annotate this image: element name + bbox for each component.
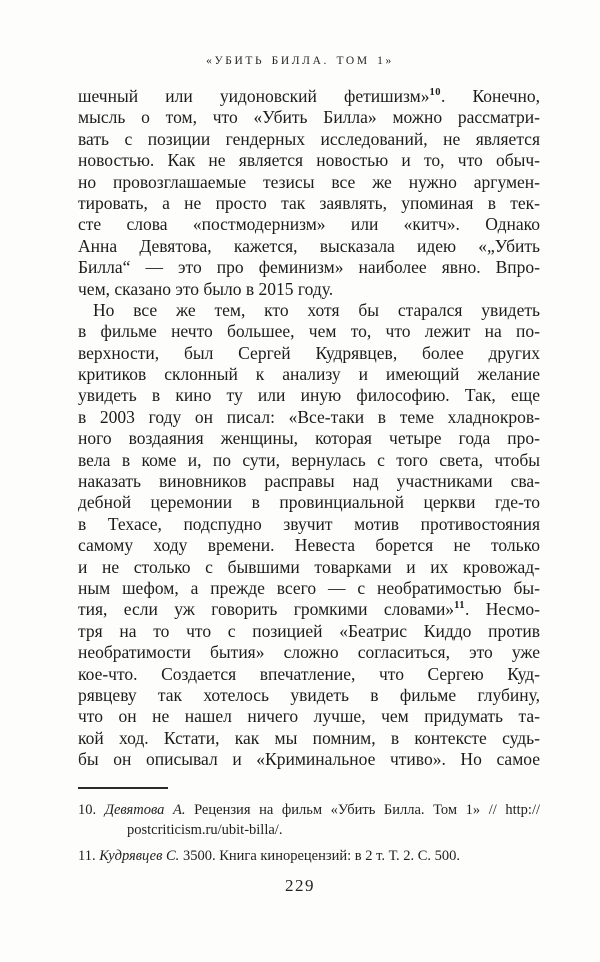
text-line: и не столько с бывшими товарками и их кровожад- [78,556,540,577]
text-line: мысль о том, что «Убить Билла» можно рассматри- [78,107,540,128]
text-line: в Техасе, подспудно звучит мотив противостояния [78,513,540,534]
text-line: кой ход. Кстати, как мы помним, в контексте судь- [78,727,540,748]
text-line: в 2003 году он писал: «Все-таки в теме хладнокров- [78,406,540,427]
text-segment: шечный или уидоновский фетишизм» [78,86,430,106]
text-line-paragraph-start: Но все же тем, кто хотя бы старался увидеть [93,299,540,320]
text-line-paragraph-end: чем, сказано это было в 2015 году. [78,278,334,299]
text-segment: . Конечно, [440,86,540,106]
footnote-11 [78,847,540,867]
footnote-10-url-line: postcriticism.ru/ubit-billa/. [127,821,283,838]
text-line [78,86,540,107]
text-line: рявцеву так хотелось увидеть в фильме глубину, [78,684,540,705]
footnote-author: Кудрявцев С. [99,848,180,864]
footnote-separator-rule [78,787,168,789]
footnote-number: 10. [78,802,97,818]
text-line: ным шефом, а прежде всего — с необратимостью бы- [78,577,540,598]
text-line: вела в коме и, по сути, вернулась с того света, чтобы [78,449,540,470]
footnotes-section [78,787,540,874]
footnote-ref-11: 11 [454,600,465,612]
text-line: вать с позиции гендерных исследований, не является [78,128,540,149]
text-line: но провозглашаемые тезисы все же нужно аргумен- [78,171,540,192]
text-line: дебной церемонии в провинциальной церкви где-то [78,492,540,513]
text-line: критиков склонный к анализу и имеющий желание [78,364,540,385]
footnote-author: Девятова А. [104,802,186,818]
text-line: необратимости бытия» сложно согласиться, это уже [78,642,540,663]
text-segment: тия, если уж говорить громкими словами» [78,599,455,620]
text-line: кое-что. Создается впечатление, что Сергею Куд- [78,663,540,684]
text-line: сте слова «постмодернизм» или «китч». Однако [78,214,540,235]
text-line: новостью. Как не является новостью и то, что обыч- [78,150,540,171]
footnote-text: Рецензия на фильм «Убить Билла. Том 1» // http:// [194,802,540,818]
text-line: Билла“ — это про феминизм» наиболее явно. Впро- [78,257,540,278]
footnote-10-line-1 [78,801,540,821]
text-line: наказать виновников расправы над участниками сва- [78,471,540,492]
text-line: что он не нашел ничего лучше, чем придумать та- [78,706,540,727]
footnote-ref-10: 10 [429,87,441,99]
text-line: бы он описывал и «Криминальное чтиво». Но самое [78,749,540,770]
body-text [78,86,540,771]
footnote-text: 3500. Книга кинорецензий: в 2 т. Т. 2. С. 500. [182,848,461,864]
text-line: ного воздаяния женщины, которая четыре года про- [78,428,540,449]
text-line: в фильме нечто большее, чем то, что лежит на по- [78,321,540,342]
text-line: самому ходу времени. Невеста борется не только [78,535,540,556]
footnote-10 [78,801,540,840]
text-line: увидеть в кино ту или иную философию. Так, еще [78,385,540,406]
running-header: «УБИТЬ БИЛЛА. ТОМ 1» [206,55,394,67]
footnote-number: 11. [78,848,96,864]
page-number: 229 [285,876,315,895]
text-segment: . Несмо- [464,599,540,620]
text-line: верхности, был Сергей Кудрявцев, более других [78,342,540,363]
text-line: тря на то что с позицией «Беатрис Киддо против [78,620,540,641]
text-line [78,599,540,620]
text-line: тировать, а не просто так заявлять, упоминая в тек- [78,192,540,213]
text-line: Анна Девятова, кажется, высказала идею «„Убить [78,235,540,256]
